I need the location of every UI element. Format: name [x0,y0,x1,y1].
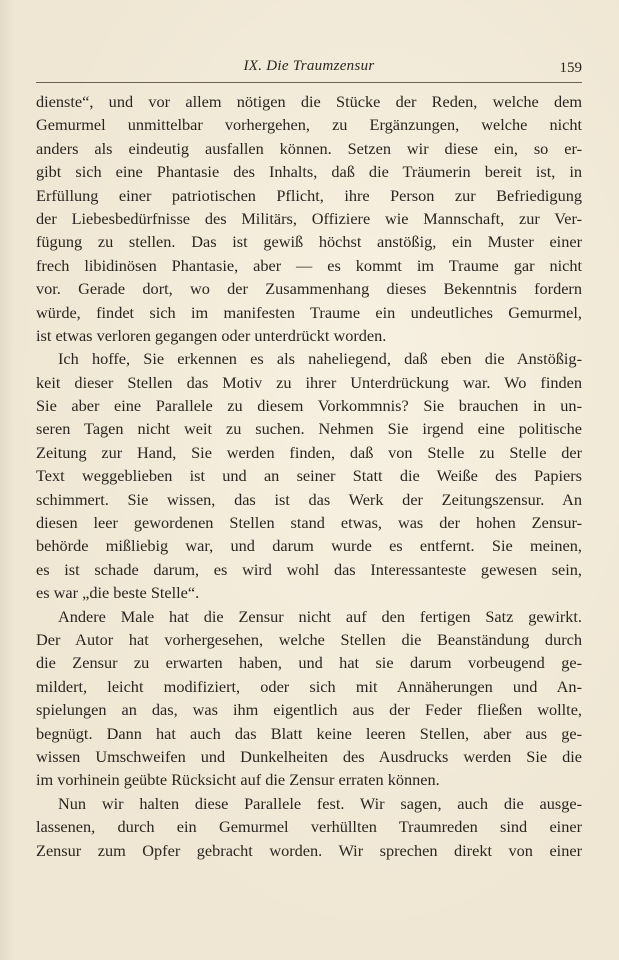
text-line: begnügt. Dann hat auch das Blatt keine leeren Stellen, aber aus ge- [36,723,582,743]
header-rule [36,82,582,83]
text-line: würde, findet sich im manifesten Traume ein undeutliches Gemurmel, [36,302,582,322]
text-line: Nun wir halten diese Parallele fest. Wir sagen, auch die ausge- [58,793,582,813]
text-line: schimmert. Sie wissen, das ist das Werk der Zeitungszensur. An [36,489,582,509]
text-line: es war „die beste Stelle“. [36,583,200,603]
text-line: Ich hoffe, Sie erkennen es als naheliegend, daß eben die Anstößig- [58,349,582,369]
text-line: dienste“, und vor allem nötigen die Stücke der Reden, welche dem [36,92,582,111]
text-line: Zensur zum Opfer gebracht worden. Wir sprechen direkt von einer [36,840,582,860]
text-line: behörde mißliebig war, und darum wurde es entfernt. Sie meinen, [36,536,582,556]
text-line: ist etwas verloren gegangen oder unterdrückt worden. [36,325,387,345]
text-line: Zeitung zur Hand, Sie werden finden, daß von Stelle zu Stelle der [36,442,582,462]
text-line: die Zensur zu erwarten haben, und hat sie darum vorbeugend ge- [36,653,582,673]
text-line: Gemurmel unmittelbar vorhergehen, zu Ergänzungen, welche nicht [36,115,582,135]
body-text [36,90,582,862]
text-line: im vorhinein geübte Rücksicht auf die Zensur erraten können. [36,770,440,790]
text-line: Sie aber eine Parallele zu diesem Vorkommnis? Sie brauchen in un- [36,396,582,416]
text-line: Text weggeblieben ist und an seiner Statt die Weiße des Papiers [36,466,582,486]
page-number: 159 [559,60,582,76]
text-line: Erfüllung einer patriotischen Pflicht, ihre Person zur Befriedigung [36,185,582,205]
text-line: spielungen an das, was ihm eigentlich aus der Feder fließen wollte, [36,700,582,720]
running-head: IX. Die Traumzensur [243,58,375,74]
page-header [36,56,582,80]
text-line: frech libidinösen Phantasie, aber — es kommt im Traume gar nicht [36,255,582,275]
text-line: Der Autor hat vorhergesehen, welche Stellen die Beanständung durch [36,629,582,649]
text-line: Andere Male hat die Zensur nicht auf den fertigen Satz gewirkt. [58,606,582,626]
text-line: es ist schade darum, es wird wohl das Interessanteste gewesen sein, [36,559,582,579]
text-line: lassenen, durch ein Gemurmel verhüllten Traumreden sind einer [36,817,582,837]
text-line: keit dieser Stellen das Motiv zu ihrer Unterdrückung war. Wo finden [36,372,582,392]
text-line: vor. Gerade dort, wo der Zusammenhang dieses Bekenntnis fordern [36,279,582,299]
text-line: diesen leer gewordenen Stellen stand etwas, was der hohen Zensur- [36,513,582,533]
text-line: der Liebesbedürfnisse des Militärs, Offiziere wie Mannschaft, zur Ver- [36,208,582,228]
text-line: seren Tagen nicht weit zu suchen. Nehmen Sie irgend eine politische [36,419,582,439]
text-line: anders als eindeutig ausfallen können. Setzen wir diese ein, so er- [36,138,582,158]
text-line: mildert, leicht modifiziert, oder sich mit Annäherungen und An- [36,676,582,696]
text-line: fügung zu stellen. Das ist gewiß höchst anstößig, ein Muster einer [36,232,582,252]
text-line: wissen Umschweifen und Dunkelheiten des Ausdrucks werden Sie die [36,746,582,766]
text-line: gibt sich eine Phantasie des Inhalts, daß die Träumerin bereit ist, in [36,162,582,182]
